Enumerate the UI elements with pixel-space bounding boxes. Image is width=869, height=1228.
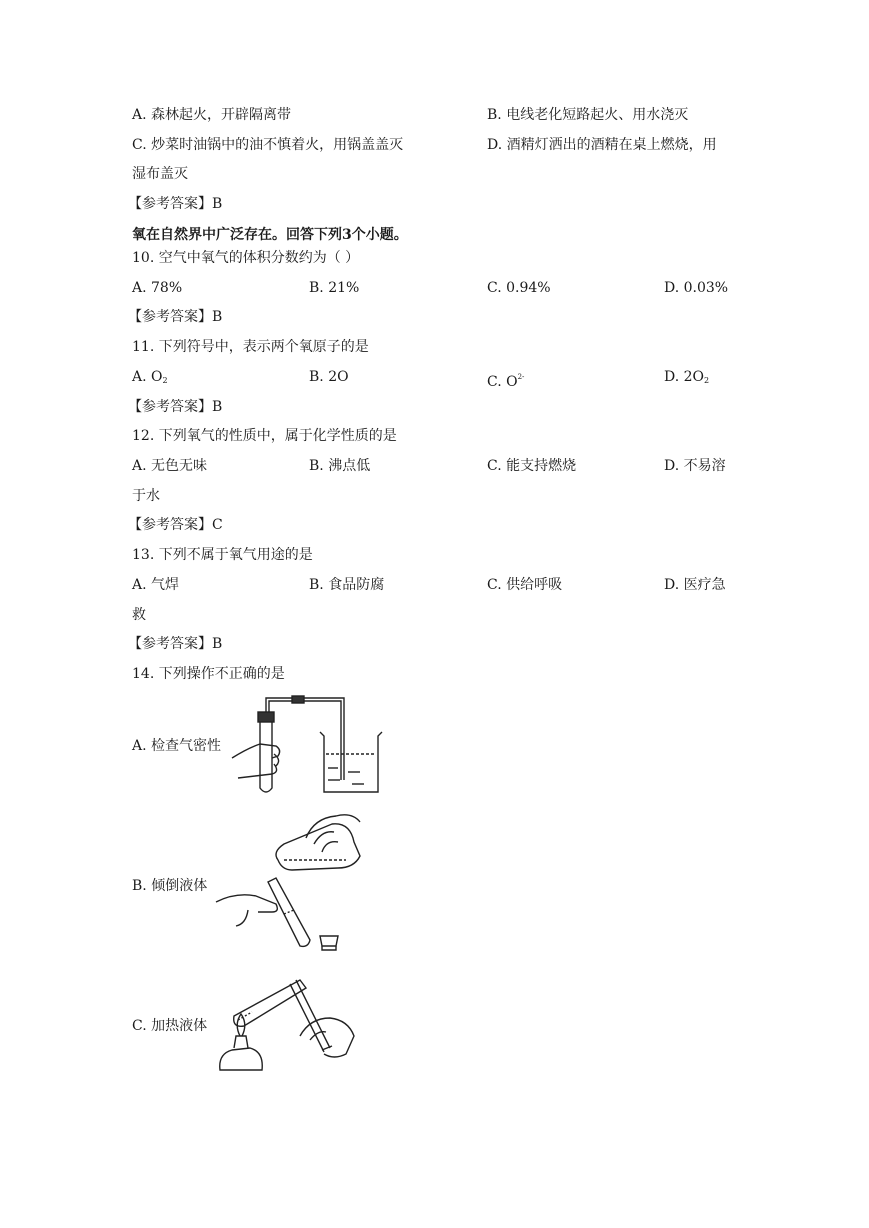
q11-option-a-subscript: 2 — [162, 376, 168, 385]
q9-option-d: D. 酒精灯洒出的酒精在桌上燃烧，用 — [487, 137, 717, 153]
q13-answer: 【参考答案】B — [128, 636, 223, 652]
q10-option-c: C. 0.94% — [487, 280, 551, 296]
q13-option-c: C. 供给呼吸 — [487, 577, 563, 593]
q9-option-a: A. 森林起火，开辟隔离带 — [132, 107, 292, 123]
q12-option-c: C. 能支持燃烧 — [487, 458, 577, 474]
q13-option-a: A. 气焊 — [132, 577, 180, 593]
q14-option-b: B. 倾倒液体 — [132, 878, 208, 894]
q9-option-b: B. 电线老化短路起火、用水浇灭 — [487, 107, 689, 123]
q14-option-c: C. 加热液体 — [132, 1018, 208, 1034]
q11-option-a-text: A. O — [132, 369, 163, 385]
airtightness-check-figure — [228, 692, 388, 800]
q13-option-d: D. 医疗急 — [664, 577, 726, 593]
pouring-liquid-figure — [214, 808, 384, 960]
q10-option-b: B. 21% — [309, 280, 360, 296]
q9-option-c: C. 炒菜时油锅中的油不慎着火，用锅盖盖灭 — [132, 137, 404, 153]
q11-option-c-text: C. O — [487, 374, 518, 390]
q11-option-c-superscript: 2- — [517, 373, 525, 381]
q10-option-a: A. 78% — [132, 280, 183, 296]
q11-answer: 【参考答案】B — [128, 399, 223, 415]
q10-stem: 10. 空气中氧气的体积分数约为（ ） — [132, 250, 360, 266]
q11-stem: 11. 下列符号中，表示两个氧原子的是 — [132, 339, 369, 355]
q13-option-d-continued: 救 — [132, 607, 146, 623]
heating-liquid-figure — [214, 976, 364, 1080]
q9-answer: 【参考答案】B — [128, 196, 223, 212]
q11-option-d-text: D. 2O — [664, 369, 705, 385]
q10-answer: 【参考答案】B — [128, 309, 223, 325]
q9-option-d-continued: 湿布盖灭 — [132, 166, 188, 182]
q14-stem: 14. 下列操作不正确的是 — [132, 666, 285, 682]
q14-option-a: A. 检查气密性 — [132, 738, 222, 754]
q13-option-b: B. 食品防腐 — [309, 577, 385, 593]
q10-option-d: D. 0.03% — [664, 280, 729, 296]
q12-option-b: B. 沸点低 — [309, 458, 371, 474]
q12-stem: 12. 下列氧气的性质中，属于化学性质的是 — [132, 428, 397, 444]
q12-answer: 【参考答案】C — [128, 517, 223, 533]
q12-option-d-continued: 于水 — [132, 488, 160, 504]
q11-option-a — [132, 367, 168, 391]
q11-option-c — [487, 367, 524, 392]
q13-stem: 13. 下列不属于氧气用途的是 — [132, 547, 313, 563]
q12-option-a: A. 无色无味 — [132, 458, 208, 474]
q11-option-d-subscript: 2 — [704, 376, 710, 385]
group-intro: 氧在自然界中广泛存在。回答下列3个小题。 — [132, 227, 408, 243]
q11-option-b: B. 2O — [309, 369, 349, 385]
q12-option-d: D. 不易溶 — [664, 458, 726, 474]
q11-option-d — [664, 367, 709, 391]
